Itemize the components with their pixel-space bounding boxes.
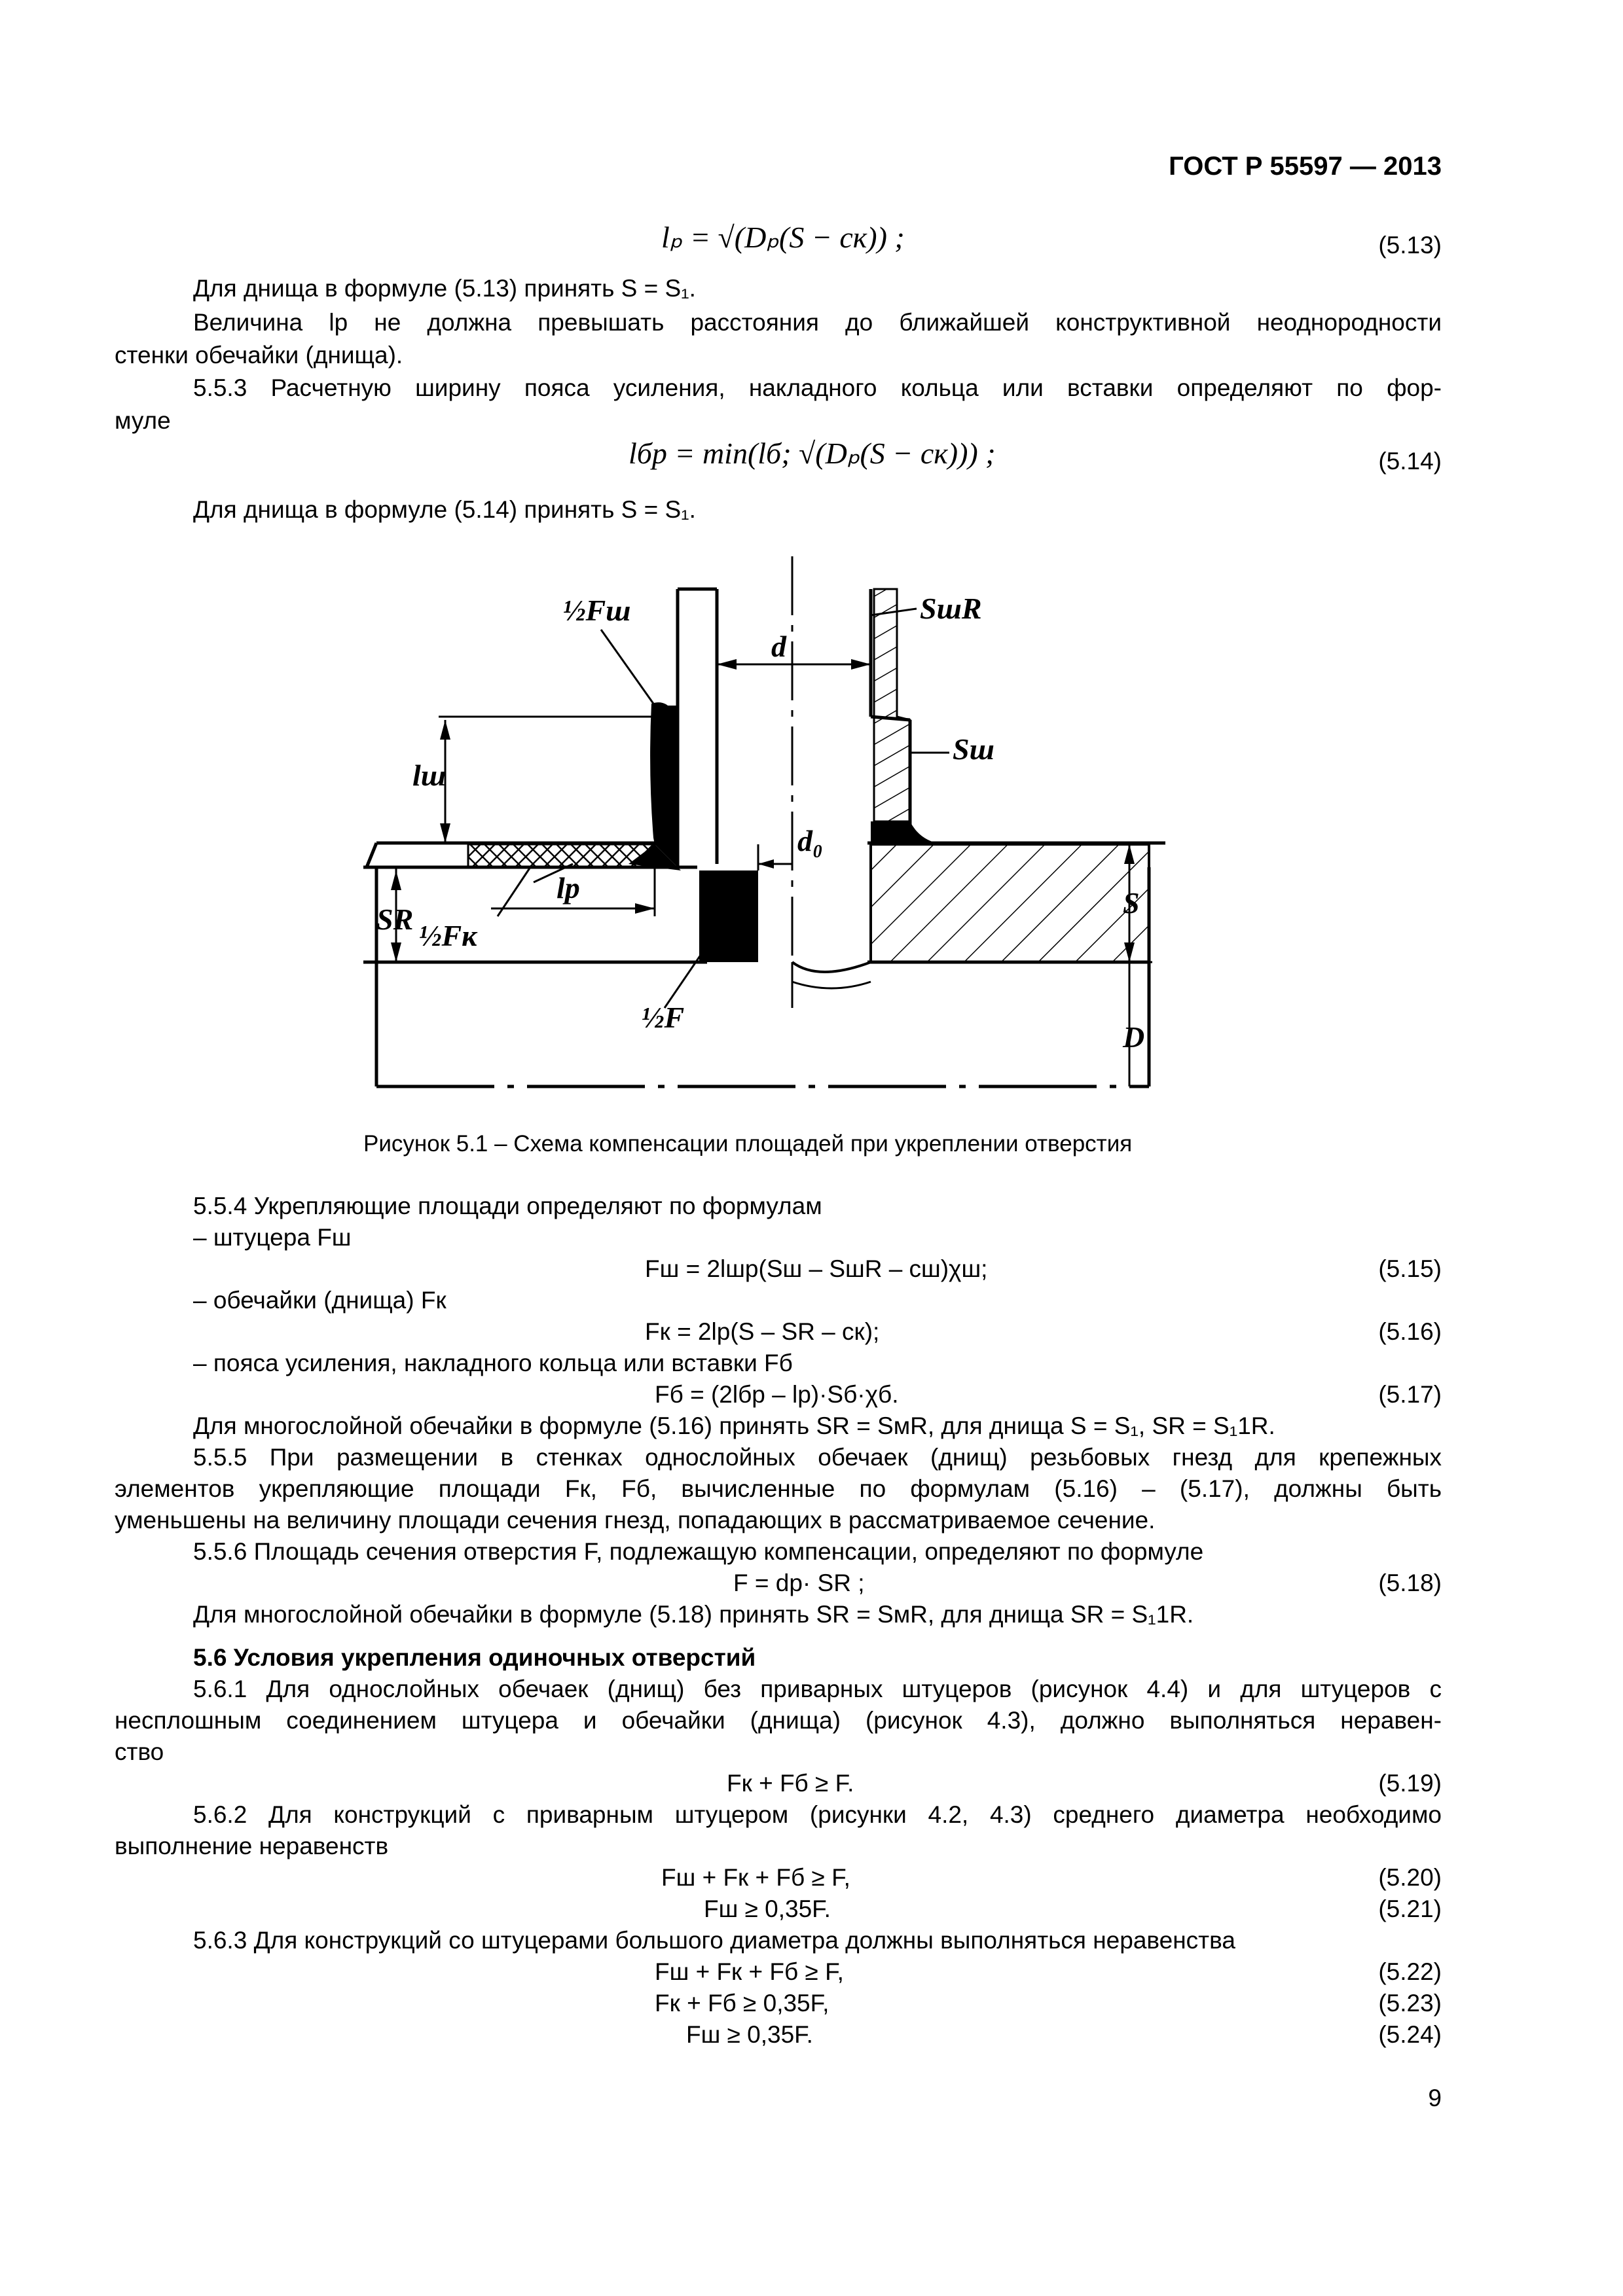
eq-number-5-21: (5.21) xyxy=(1378,1895,1442,1922)
figure-caption: Рисунок 5.1 – Схема компенсации площадей при укреплении отверстия xyxy=(363,1131,1133,1157)
paragraph: 5.6.3 Для конструкций со штуцерами большого диаметра должны выполняться неравенства xyxy=(193,1927,1235,1954)
label-l-sh: lш xyxy=(412,759,447,792)
formula-5-23: Fк + Fб ≥ 0,35F, xyxy=(655,1990,830,2017)
eq-number-5-20: (5.20) xyxy=(1378,1864,1442,1891)
label-d-o: d₀ xyxy=(797,824,824,857)
formula-5-20: Fш + Fк + Fб ≥ F, xyxy=(661,1864,850,1891)
page-number: 9 xyxy=(1428,2085,1442,2111)
paragraph: муле xyxy=(115,407,171,434)
label-big-d: D xyxy=(1123,1020,1145,1054)
formula-5-15: Fш = 2lшр(Sш – SшR – cш)χш; xyxy=(645,1255,988,1282)
eq-number-5-17: (5.17) xyxy=(1378,1381,1442,1408)
paragraph: Величина lр не должна превышать расстояния до ближайшей конструктивной неоднородности xyxy=(193,309,1442,336)
list-item: – обечайки (днища) Fк xyxy=(193,1287,447,1314)
label-half-f: ½F xyxy=(642,1001,685,1034)
paragraph: Для многослойной обечайки в формуле (5.18) принять SR = SмR, для днища SR = S₁1R. xyxy=(193,1601,1194,1628)
list-item: – штуцера Fш xyxy=(193,1224,352,1251)
label-d: d xyxy=(771,630,786,663)
paragraph: стенки обечайки (днища). xyxy=(115,342,403,368)
formula-5-16: Fк = 2lр(S – SR – cк); xyxy=(645,1318,880,1345)
paragraph: 5.5.6 Площадь сечения отверстия F, подлежащую компенсации, определяют по формуле xyxy=(193,1538,1204,1565)
eq-number-5-14: (5.14) xyxy=(1378,448,1442,475)
paragraph: уменьшены на величину площади сечения гнезд, попадающих в рассматриваемое сечение. xyxy=(115,1507,1156,1534)
paragraph: Для днища в формуле (5.13) принять S = S₁. xyxy=(193,275,696,302)
eq-number-5-15: (5.15) xyxy=(1378,1255,1442,1282)
formula-5-21: Fш ≥ 0,35F. xyxy=(704,1895,831,1922)
eq-number-5-18: (5.18) xyxy=(1378,1570,1442,1596)
paragraph: 5.6.1 Для однослойных обечаек (днищ) без приварных штуцеров (рисунок 4.4) и для штуцеров с xyxy=(193,1676,1442,1702)
paragraph: Для многослойной обечайки в формуле (5.16) принять SR = SмR, для днища S = S₁, SR = S₁1R. xyxy=(193,1412,1275,1439)
formula-5-22: Fш + Fк + Fб ≥ F, xyxy=(655,1958,844,1985)
formula-5-19: Fк + Fб ≥ F. xyxy=(727,1770,854,1797)
paragraph: 5.5.4 Укрепляющие площади определяют по формулам xyxy=(193,1193,822,1219)
eq-number-5-19: (5.19) xyxy=(1378,1770,1442,1797)
label-s-r: SR xyxy=(376,903,414,936)
paragraph: Для днища в формуле (5.14) принять S = S₁. xyxy=(193,496,696,523)
label-s: S xyxy=(1123,886,1140,920)
formula-5-17: Fб = (2lбр – lр)·Sб·χб. xyxy=(655,1381,899,1408)
paragraph: выполнение неравенств xyxy=(115,1833,389,1859)
list-item: – пояса усиления, накладного кольца или вставки Fб xyxy=(193,1350,793,1376)
paragraph: 5.5.3 Расчетную ширину пояса усиления, накладного кольца или вставки определяют по фор- xyxy=(193,374,1442,401)
paragraph: ство xyxy=(115,1738,164,1765)
eq-number-5-22: (5.22) xyxy=(1378,1958,1442,1985)
label-half-fk: ½Fк xyxy=(419,919,477,952)
paragraph: несплошным соединением штуцера и обечайки (днища) (рисунок 4.3), должно выполняться неравен- xyxy=(115,1707,1442,1734)
paragraph: элементов укрепляющие площади Fк, Fб, вычисленные по формулам (5.16) – (5.17), должны быть xyxy=(115,1475,1442,1502)
document-header: ГОСТ Р 55597 — 2013 xyxy=(1169,152,1442,181)
formula-5-14: lбр = min(lб; √(Dₚ(S − cк))) ; xyxy=(629,437,996,470)
eq-number-5-13: (5.13) xyxy=(1378,232,1442,259)
label-s-shr: SшR xyxy=(920,592,982,625)
eq-number-5-24: (5.24) xyxy=(1378,2021,1442,2048)
label-l-p: lр xyxy=(556,871,580,905)
paragraph: 5.5.5 При размещении в стенках однослойных обечаек (днищ) резьбовых гнезд для крепежных xyxy=(193,1444,1442,1471)
eq-number-5-16: (5.16) xyxy=(1378,1318,1442,1345)
section-heading: 5.6 Условия укрепления одиночных отверстий xyxy=(193,1644,756,1671)
paragraph: 5.6.2 Для конструкций с приварным штуцером (рисунки 4.2, 4.3) среднего диаметра необходимо xyxy=(193,1801,1442,1828)
formula-5-13: lₚ = √(Dₚ(S − cк)) ; xyxy=(661,221,905,254)
label-s-sh: Sш xyxy=(953,732,994,766)
formula-5-18: F = dр· SR ; xyxy=(733,1570,865,1596)
formula-5-24: Fш ≥ 0,35F. xyxy=(686,2021,813,2048)
label-half-fsh: ½Fш xyxy=(563,594,631,627)
eq-number-5-23: (5.23) xyxy=(1378,1990,1442,2017)
